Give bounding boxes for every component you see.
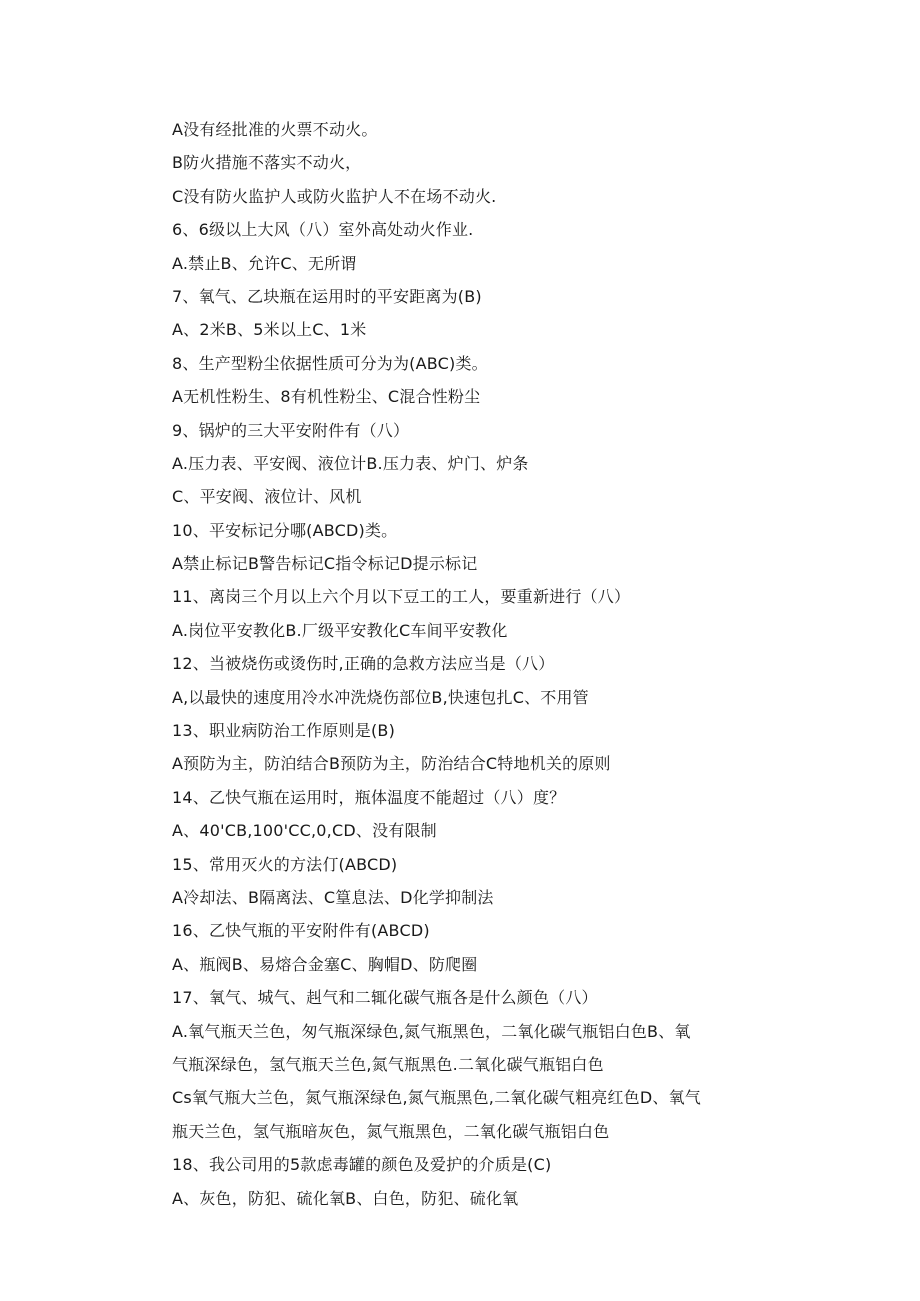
answer-options-6: A.禁止B、允许C、无所谓 xyxy=(172,253,357,273)
answer-options-18: A、灰色，防犯、硫化氧B、白色，防犯、硫化氧 xyxy=(172,1188,519,1208)
question-10: 10、平安标记分哪(ABCD)类。 xyxy=(172,520,398,540)
question-11: 11、离岗三个月以上六个月以下豆工的工人，要重新进行（八） xyxy=(172,587,631,607)
answer-options-9: C、平安阀、液位计、风机 xyxy=(172,487,362,507)
answer-options-8: A无机性粉生、8有机性粉尘、C混合性粉尘 xyxy=(172,387,481,407)
answer-options-12: A,以最快的速度用冷水冲洗烧伤部位B,快速包扎C、不用管 xyxy=(172,687,589,707)
question-9: 9、锅炉的三大平安附件有（八） xyxy=(172,420,410,440)
question-18: 18、我公司用的5款虑毒罐的颜色及爱护的介质是(C) xyxy=(172,1155,552,1175)
question-17: 17、氧气、城气、赳气和二辄化碳气瓶各是什么颜色（八） xyxy=(172,988,598,1008)
answer-options-17: 瓶天兰色，氢气瓶暗灰色，氮气瓶黑色，二氧化碳气瓶铝白色 xyxy=(172,1121,610,1141)
answer-options-15: A冷却法、B隔离法、C篁息法、D化学抑制法 xyxy=(172,887,494,907)
question-12: 12、当被烧伤或烫伤时,正确的急救方法应当是（八） xyxy=(172,654,555,674)
question-13: 13、职业病防治工作原则是(B) xyxy=(172,721,396,741)
answer-options-13: A预防为主，防泊结合B预防为主，防治结合C特地机关的原则 xyxy=(172,754,611,774)
document-body xyxy=(172,113,792,1215)
answer-options-11: A.岗位平安教化B.厂级平安教化C车间平安教化 xyxy=(172,620,508,640)
answer-options-7: A、2米B、5米以上C、1米 xyxy=(172,320,367,340)
answer-options-14: A、40'CB,100'CC,0,CD、没有限制 xyxy=(172,821,437,841)
question-8: 8、生产型粉尘依据性质可分为为(ABC)类。 xyxy=(172,353,488,373)
question-15: 15、常用灭火的方法仃(ABCD) xyxy=(172,854,398,874)
answer-options-17: Cs氧气瓶大兰色，氮气瓶深绿色,氮气瓶黑色,二氧化碳气粗亮红色D、氧气 xyxy=(172,1088,702,1108)
answer-options-17: 气瓶深绿色，氢气瓶天兰色,氮气瓶黑色.二氧化碳气瓶铝白色 xyxy=(172,1054,604,1074)
answer-options-9: A.压力表、平安阀、液位计B.压力表、炉门、炉条 xyxy=(172,453,529,473)
answer-options-17: A.氧气瓶天兰色，匆气瓶深绿色,氮气瓶黑色，二氧化碳气瓶铝白色B、氧 xyxy=(172,1021,691,1041)
question-14: 14、乙快气瓶在运用时，瓶体温度不能超过（八）度？ xyxy=(172,787,566,807)
answer-options-16: A、瓶阀B、易熔合金塞C、胸帽D、防爬圈 xyxy=(172,954,478,974)
question-16: 16、乙快气瓶的平安附件有(ABCD) xyxy=(172,921,430,941)
answer-options-10: A禁止标记B警告标记C指令标记D提示标记 xyxy=(172,554,478,574)
text-line: B防火措施不落实不动火， xyxy=(172,153,362,173)
question-6: 6、6级以上大风（八）室外高处动火作业. xyxy=(172,220,474,240)
text-line: A没有经批准的火票不动火。 xyxy=(172,120,378,139)
question-7: 7、氧气、乙块瓶在运用时的平安距离为(B) xyxy=(172,286,482,306)
text-line: C没有防火监护人或防火监护人不在场不动火. xyxy=(172,186,497,206)
